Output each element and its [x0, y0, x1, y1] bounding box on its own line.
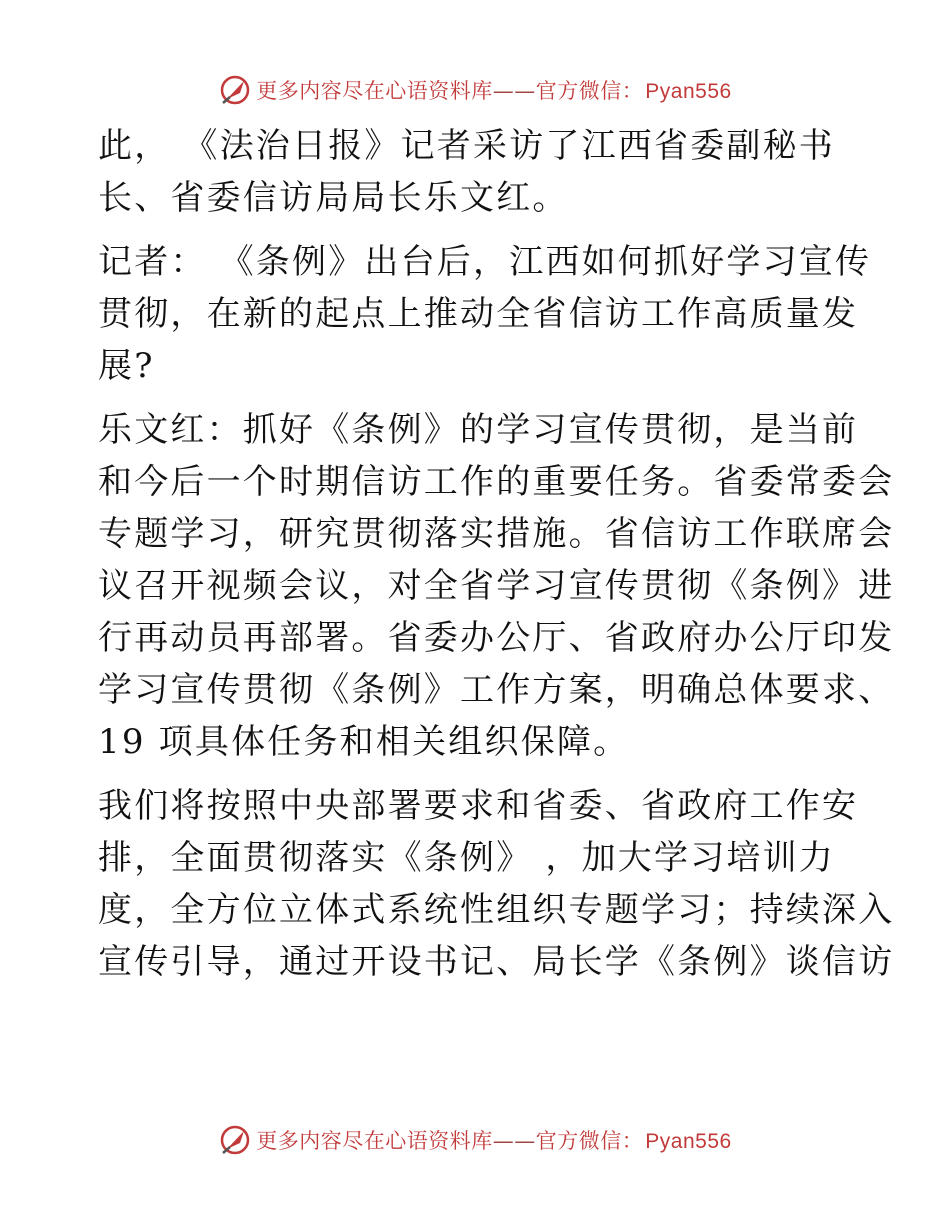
text-line: 宣传引导，通过开设书记、局长学《条例》谈信访 [98, 942, 895, 982]
watermark-dash: —— [492, 79, 536, 103]
text-line: 学习宣传贯彻《条例》工作方案，明确总体要求、 [98, 670, 895, 710]
text-line: 贯彻，在新的起点上推动全省信访工作高质量发 [98, 294, 859, 334]
text-line: 19 项具体任务和相关组织保障。 [98, 722, 630, 762]
text-line: 排，全面贯彻落实《条例》 ，加大学习培训力 [98, 838, 836, 878]
watermark-text: 更多内容尽在心语资料库 [256, 79, 493, 103]
text-line: 专题学习，研究贯彻落实措施。省信访工作联席会 [98, 514, 895, 554]
text-line: 议召开视频会议，对全省学习宣传贯彻《条例》进 [98, 566, 895, 606]
text-line: 长、省委信访局局长乐文红。 [98, 178, 569, 218]
paragraph [98, 120, 858, 224]
wechat-label: 官方微信： [535, 79, 644, 103]
wechat-id: Pyan556 [645, 80, 732, 103]
paragraph [98, 404, 895, 768]
watermark-dash: —— [492, 1129, 536, 1153]
wechat-label: 官方微信： [535, 1129, 644, 1153]
watermark-footer [0, 1120, 950, 1160]
wechat-id: Pyan556 [645, 1130, 732, 1153]
text-line: 行再动员再部署。省委办公厅、省政府办公厅印发 [98, 618, 895, 658]
paragraph [98, 780, 895, 988]
watermark-text: 更多内容尽在心语资料库 [256, 1129, 493, 1153]
text-line: 我们将按照中央部署要求和省委、省政府工作安 [98, 786, 859, 826]
text-line: 和今后一个时期信访工作的重要任务。省委常委会 [98, 462, 895, 502]
watermark-header [0, 70, 950, 110]
text-line: 度，全方位立体式系统性组织专题学习；持续深入 [98, 890, 895, 930]
quill-logo-icon [218, 1123, 252, 1157]
paragraph [98, 236, 872, 392]
quill-logo-icon [218, 73, 252, 107]
text-line: 记者： 《条例》出台后，江西如何抓好学习宣传 [98, 242, 872, 282]
text-line: 展? [98, 346, 155, 386]
text-line: 乐文红：抓好《条例》的学习宣传贯彻，是当前 [98, 410, 859, 450]
article-body [98, 120, 895, 988]
text-line: 此， 《法治日报》记者采访了江西省委副秘书 [98, 126, 836, 166]
